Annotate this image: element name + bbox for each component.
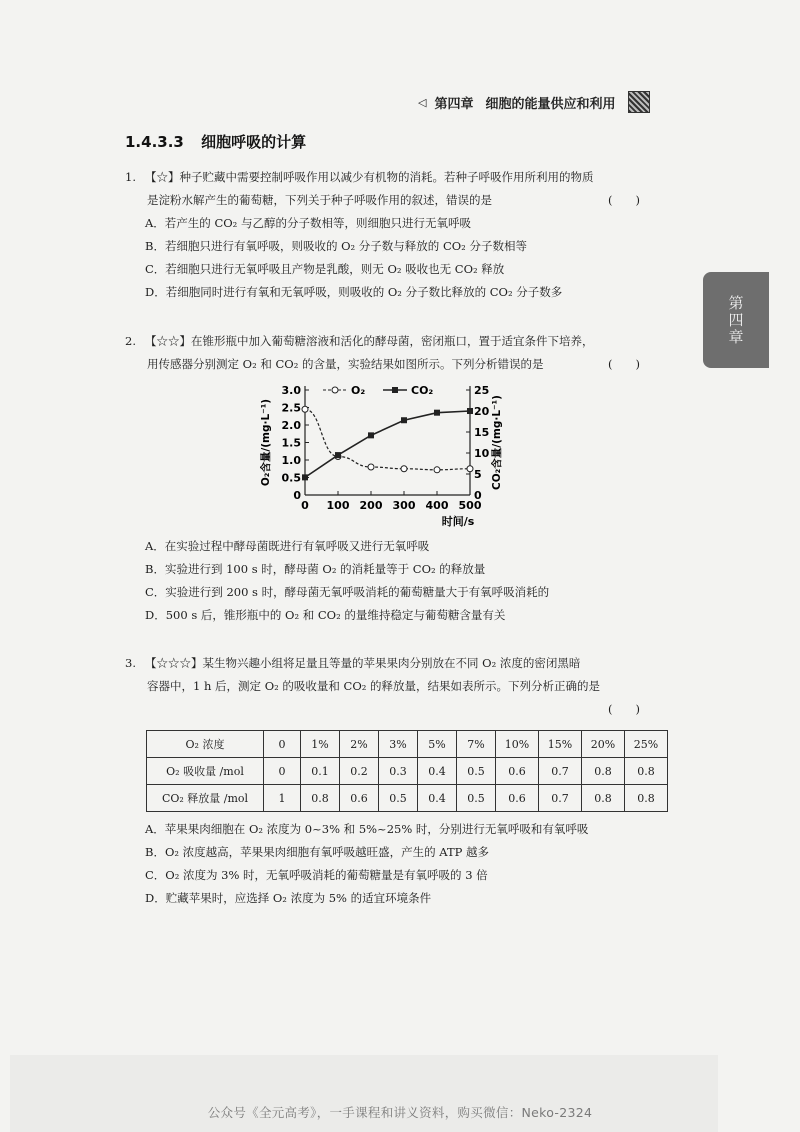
y-axis-label: O₂含量/(mg·L⁻¹) xyxy=(260,398,272,487)
table-cell: 0 xyxy=(264,758,301,785)
y2-tick-label: 10 xyxy=(474,447,490,460)
table-cell: 1 xyxy=(264,785,301,812)
table-cell: 0.3 xyxy=(379,758,418,785)
data-table xyxy=(146,730,668,812)
y-tick-label: 0.5 xyxy=(281,471,301,485)
table-cell: 0.6 xyxy=(496,758,539,785)
chapter-title: 细胞的能量供应和利用 xyxy=(485,96,616,112)
y-tick-label: 3.0 xyxy=(281,384,301,397)
option-c: C．实验进行到 200 s 时，酵母菌无氧呼吸消耗的葡萄糖量大于有氧呼吸消耗的 xyxy=(145,585,550,599)
table-cell: 0.1 xyxy=(301,758,340,785)
o2-point xyxy=(467,466,473,472)
legend-o2-marker xyxy=(332,387,338,393)
table-cell: 0.8 xyxy=(625,785,668,812)
co2-point xyxy=(335,452,341,458)
difficulty-stars: 【☆】 xyxy=(145,170,180,184)
question-3 xyxy=(125,652,645,721)
row-label: O₂ 吸收量 /mol xyxy=(147,758,264,785)
question-stem xyxy=(125,166,645,212)
table-cell: 0.8 xyxy=(582,785,625,812)
x-tick-label: 200 xyxy=(359,499,383,512)
stem-line-2: 用传感器分别测定 O₂ 和 CO₂ 的含量，实验结果如图所示。下列分析错误的是 xyxy=(147,357,544,371)
stem-line-1: 某生物兴趣小组将足量且等量的苹果果肉分别放在不同 O₂ 浓度的密闭黑暗 xyxy=(202,656,581,670)
question-number: 1. xyxy=(125,170,136,184)
section-title xyxy=(125,131,306,152)
x-tick-label: 400 xyxy=(425,499,449,512)
x-tick-label: 300 xyxy=(392,499,416,512)
option-a: A．在实验过程中酵母菌既进行有氧呼吸又进行无氧呼吸 xyxy=(145,539,430,553)
table-cell: 0.4 xyxy=(418,758,457,785)
question-2 xyxy=(125,330,645,376)
o2-co2-chart xyxy=(255,380,503,530)
option-b: B．实验进行到 100 s 时，酵母菌 O₂ 的消耗量等于 CO₂ 的释放量 xyxy=(145,562,486,576)
y2-tick-label: 5 xyxy=(474,468,482,481)
table-cell: 0.2 xyxy=(340,758,379,785)
co2-point xyxy=(368,432,374,438)
y-tick-label: 1.0 xyxy=(281,454,301,467)
stem-line-1: 在锥形瓶中加入葡萄糖溶液和活化的酵母菌，密闭瓶口，置于适宜条件下培养， xyxy=(191,334,594,348)
o2-point xyxy=(401,466,407,472)
co2-point xyxy=(302,474,308,480)
question-1 xyxy=(125,166,645,304)
table-header-cell: 15% xyxy=(539,731,582,758)
co2-point xyxy=(434,410,440,416)
o2-point xyxy=(368,464,374,470)
section-number: 1.4.3.3 xyxy=(125,133,184,151)
table-cell: 0.8 xyxy=(582,758,625,785)
row-label: CO₂ 释放量 /mol xyxy=(147,785,264,812)
y-tick-label: 2.0 xyxy=(281,419,301,432)
section-heading: 细胞呼吸的计算 xyxy=(201,133,307,151)
stem-line-1: 种子贮藏中需要控制呼吸作用以减少有机物的消耗。若种子呼吸作用所利用的物质 xyxy=(179,170,594,184)
option-c: C．O₂ 浓度为 3% 时，无氧呼吸消耗的葡萄糖量是有氧呼吸的 3 倍 xyxy=(145,868,488,882)
table-header-row xyxy=(147,731,668,758)
question-number: 3. xyxy=(125,656,136,670)
table-cell: 0.4 xyxy=(418,785,457,812)
legend-co2-label: CO₂ xyxy=(411,384,434,397)
x-tick-label: 0 xyxy=(301,499,309,512)
y-tick-label: 0 xyxy=(293,489,301,502)
y2-tick-label: 25 xyxy=(474,384,490,397)
table-header-cell: 1% xyxy=(301,731,340,758)
table-row xyxy=(147,785,668,812)
table-header-cell: 5% xyxy=(418,731,457,758)
difficulty-stars: 【☆☆☆】 xyxy=(145,656,203,670)
table-header-cell: 7% xyxy=(457,731,496,758)
option-b: B．若细胞只进行有氧呼吸，则吸收的 O₂ 分子数与释放的 CO₂ 分子数相等 xyxy=(145,239,527,253)
y2-tick-label: 0 xyxy=(474,489,482,502)
o2-point xyxy=(434,467,440,473)
footer-watermark: 公众号《全元高考》，一手课程和讲义资料，购买微信：Neko-2324 xyxy=(207,1105,593,1120)
co2-point xyxy=(467,408,473,414)
table-cell: 0.5 xyxy=(457,758,496,785)
table-header-cell: 0 xyxy=(264,731,301,758)
difficulty-stars: 【☆☆】 xyxy=(145,334,191,348)
table-cell: 0.6 xyxy=(496,785,539,812)
y2-axis-label: CO₂含量/(mg·L⁻¹) xyxy=(491,395,503,490)
table-header-cell: 10% xyxy=(496,731,539,758)
legend-o2-label: O₂ xyxy=(351,384,366,397)
stem-line-2: 容器中，1 h 后，测定 O₂ 的吸收量和 CO₂ 的释放量，结果如表所示。下列分析正确的是 xyxy=(147,679,601,693)
legend-co2-marker xyxy=(392,387,398,393)
question-stem xyxy=(125,330,645,376)
chapter-header xyxy=(418,91,650,113)
option-d: D．500 s 后，锥形瓶中的 O₂ 和 CO₂ 的量维持稳定与葡萄糖含量有关 xyxy=(145,608,506,622)
table-cell: 0.7 xyxy=(539,785,582,812)
table-row xyxy=(147,758,668,785)
table-header-label: O₂ 浓度 xyxy=(147,731,264,758)
answer-paren: ( ) xyxy=(608,357,640,371)
y2-tick-label: 20 xyxy=(474,405,490,418)
answer-paren: ( ) xyxy=(608,193,640,207)
option-d: D．贮藏苹果时，应选择 O₂ 浓度为 5% 的适宜环境条件 xyxy=(145,891,432,905)
x-tick-label: 500 xyxy=(458,499,482,512)
table-cell: 0.6 xyxy=(340,785,379,812)
x-axis-label: 时间/s xyxy=(441,515,475,528)
qr-code-icon xyxy=(628,91,650,113)
option-d: D．若细胞同时进行有氧和无氧呼吸，则吸收的 O₂ 分子数比释放的 CO₂ 分子数多 xyxy=(145,285,563,299)
table-cell: 0.8 xyxy=(301,785,340,812)
table-header-cell: 20% xyxy=(582,731,625,758)
table-cell: 0.5 xyxy=(379,785,418,812)
option-c: C．若细胞只进行无氧呼吸且产物是乳酸，则无 O₂ 吸收也无 CO₂ 释放 xyxy=(145,262,505,276)
option-b: B．O₂ 浓度越高，苹果果肉细胞有氧呼吸越旺盛，产生的 ATP 越多 xyxy=(145,845,490,859)
o2-point xyxy=(302,406,308,412)
x-tick-label: 100 xyxy=(326,499,350,512)
table-header-cell: 3% xyxy=(379,731,418,758)
question-stem xyxy=(125,652,645,721)
table-cell: 0.8 xyxy=(625,758,668,785)
question-3-options xyxy=(125,818,645,910)
y2-tick-label: 15 xyxy=(474,426,490,439)
answer-paren: ( ) xyxy=(608,702,640,716)
y-tick-label: 2.5 xyxy=(281,401,301,415)
stem-line-2: 是淀粉水解产生的葡萄糖，下列关于种子呼吸作用的叙述，错误的是 xyxy=(147,193,492,207)
table-cell: 0.7 xyxy=(539,758,582,785)
chapter-number: 第四章 xyxy=(434,96,474,112)
question-number: 2. xyxy=(125,334,136,348)
side-tab-label: 第四章 xyxy=(726,294,745,346)
table-header-cell: 25% xyxy=(625,731,668,758)
table-header-cell: 2% xyxy=(340,731,379,758)
option-a: A．苹果果肉细胞在 O₂ 浓度为 0~3% 和 5%~25% 时，分别进行无氧呼吸和有氧呼吸 xyxy=(145,822,589,836)
y-tick-label: 1.5 xyxy=(281,436,301,450)
question-2-options xyxy=(125,535,645,627)
table-cell: 0.5 xyxy=(457,785,496,812)
co2-point xyxy=(401,417,407,423)
triangle-icon: ◁ xyxy=(418,95,427,109)
option-a: A．若产生的 CO₂ 与乙醇的分子数相等，则细胞只进行无氧呼吸 xyxy=(145,216,471,230)
chapter-side-tab xyxy=(703,272,769,368)
